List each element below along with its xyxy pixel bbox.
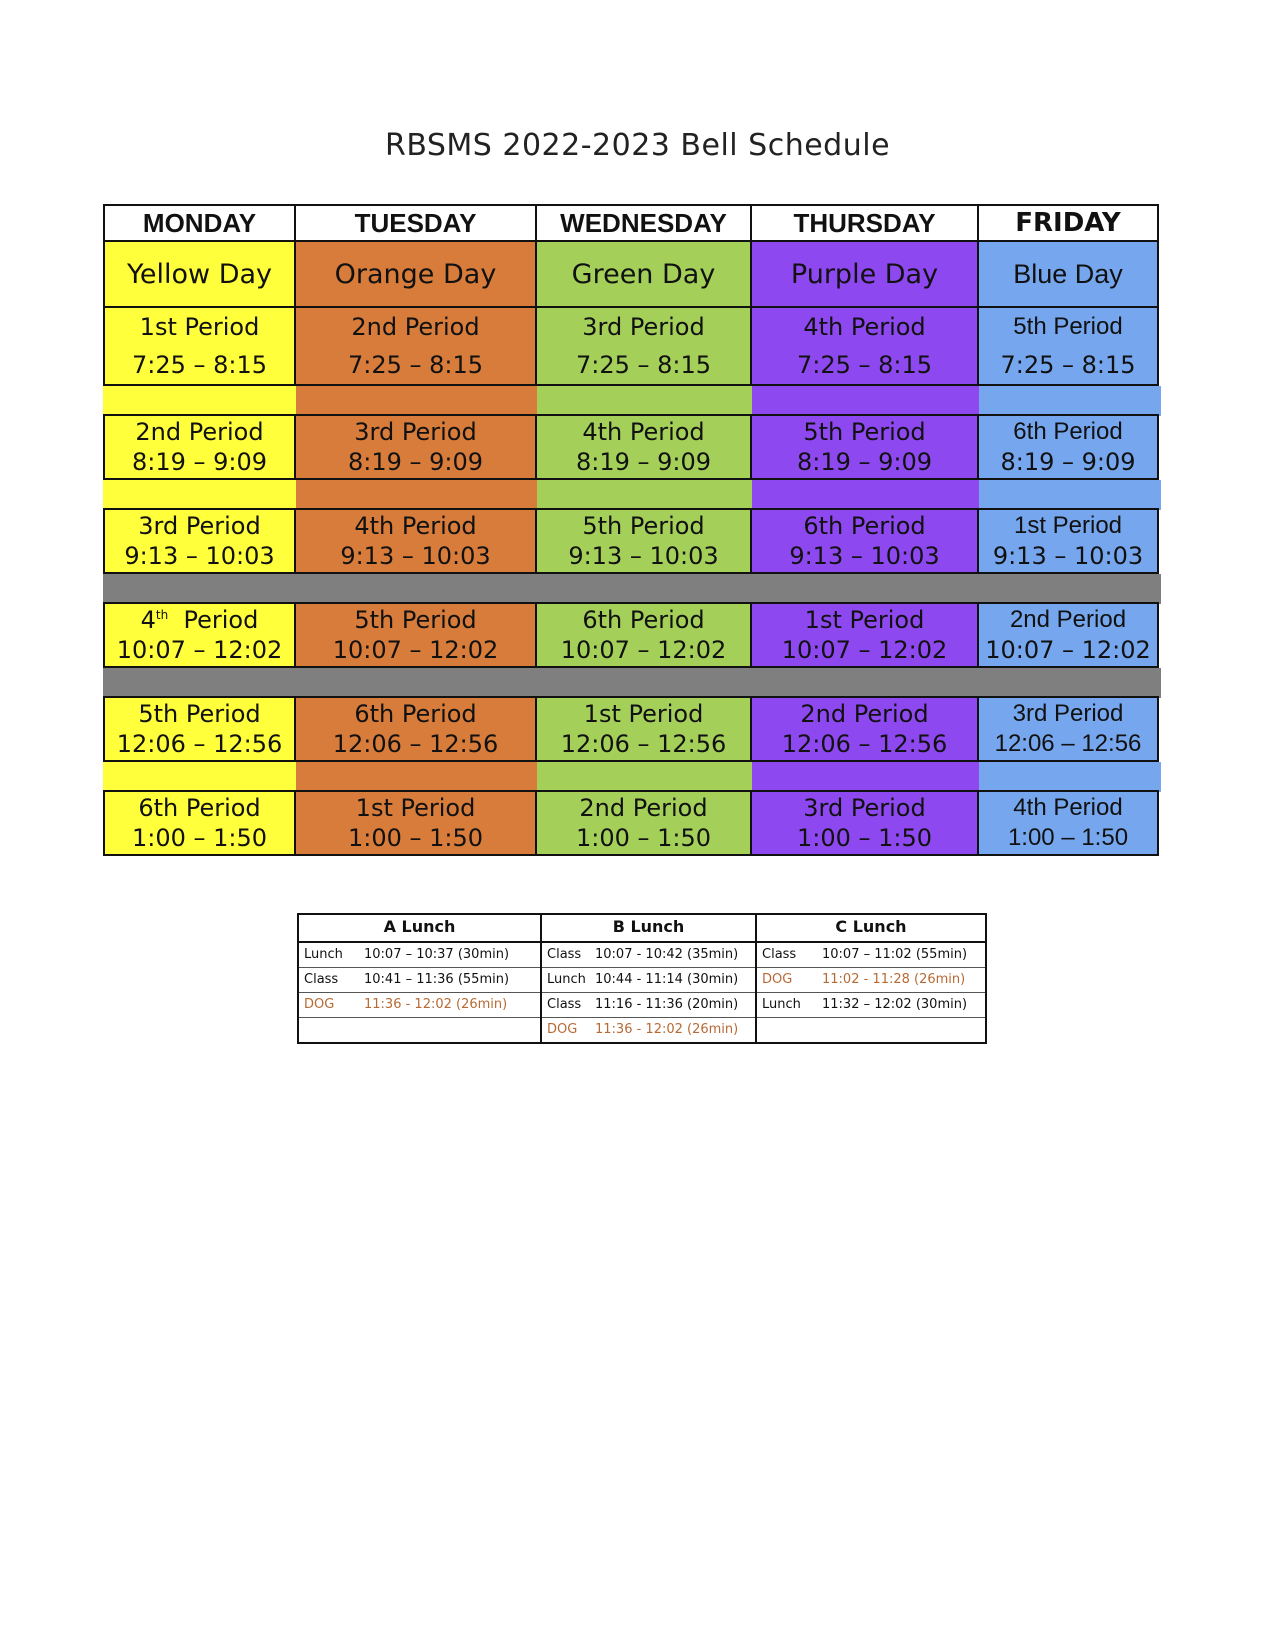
period-time: 12:06 – 12:56 bbox=[116, 730, 283, 758]
period-time: 9:13 – 10:03 bbox=[568, 542, 719, 570]
period-time: 7:25 – 8:15 bbox=[131, 351, 268, 379]
c-lunch-column bbox=[755, 913, 987, 1044]
period-cell bbox=[977, 696, 1159, 762]
blue-day-cell: Blue Day bbox=[977, 240, 1159, 308]
period-label: 5th Period bbox=[354, 606, 477, 634]
period-cell bbox=[977, 790, 1159, 856]
period-cell bbox=[977, 306, 1159, 386]
period-label: 5th Period bbox=[803, 418, 926, 446]
period-time: 10:07 – 12:02 bbox=[332, 636, 499, 664]
lunch-row bbox=[757, 943, 985, 968]
period-label: 1st Period bbox=[139, 312, 260, 341]
period-time: 8:19 – 9:09 bbox=[796, 448, 933, 476]
period-label: 3rd Period bbox=[582, 312, 705, 341]
lunch-row bbox=[542, 993, 755, 1018]
period-cell bbox=[294, 696, 537, 762]
period-time: 1:00 – 1:50 bbox=[1007, 824, 1129, 851]
lunch-row-time: 11:02 - 11:28 (26min) bbox=[822, 972, 966, 987]
lunch-row-kind: DOG bbox=[304, 997, 335, 1012]
passing-gap bbox=[103, 386, 1161, 416]
period-cell bbox=[535, 414, 752, 480]
lunch-row bbox=[757, 1018, 985, 1042]
period-label: 6th Period bbox=[582, 606, 705, 634]
period-label: 3rd Period bbox=[1012, 700, 1124, 727]
period-time: 10:07 – 12:02 bbox=[116, 636, 283, 664]
header-thursday: THURSDAY bbox=[750, 204, 979, 242]
lunch-row-kind: Class bbox=[762, 947, 797, 962]
period-time: 12:06 – 12:56 bbox=[560, 730, 727, 758]
period-cell bbox=[294, 790, 537, 856]
period-cell bbox=[535, 602, 752, 668]
a-lunch-header: A Lunch bbox=[299, 915, 540, 943]
passing-gap bbox=[103, 574, 1161, 604]
period-cell bbox=[750, 306, 979, 386]
lunch-row-time: 10:07 – 11:02 (55min) bbox=[822, 947, 968, 962]
period-cell bbox=[750, 790, 979, 856]
period-cell bbox=[535, 508, 752, 574]
period-cell bbox=[977, 602, 1159, 668]
lunch-row bbox=[757, 968, 985, 993]
period-cell bbox=[103, 414, 296, 480]
green-day-cell: Green Day bbox=[535, 240, 752, 308]
lunch-row bbox=[299, 1018, 540, 1042]
lunch-row-kind: DOG bbox=[762, 972, 793, 987]
period-time: 8:19 – 9:09 bbox=[1000, 448, 1136, 476]
lunch-row-kind bbox=[757, 1018, 822, 1042]
weekday-header-row bbox=[103, 204, 1161, 242]
period-label: 4th Period bbox=[140, 606, 259, 634]
period-label: 6th Period bbox=[1013, 418, 1123, 445]
period-label: 2nd Period bbox=[351, 312, 480, 341]
block-2-row bbox=[103, 416, 1161, 480]
period-time: 1:00 – 1:50 bbox=[575, 824, 712, 852]
block-4-row bbox=[103, 604, 1161, 668]
period-cell bbox=[535, 306, 752, 386]
lunch-row-time bbox=[822, 1018, 985, 1042]
period-time: 10:07 – 12:02 bbox=[985, 636, 1151, 664]
period-time: 8:19 – 9:09 bbox=[575, 448, 712, 476]
lunch-row-time: 10:07 - 10:42 (35min) bbox=[595, 947, 739, 962]
period-cell bbox=[103, 306, 296, 386]
lunch-row bbox=[299, 993, 540, 1018]
header-wednesday: WEDNESDAY bbox=[535, 204, 752, 242]
block-1-row bbox=[103, 308, 1161, 386]
period-cell bbox=[294, 602, 537, 668]
lunch-row-time: 10:07 – 10:37 (30min) bbox=[364, 947, 510, 962]
period-time: 12:06 – 12:56 bbox=[781, 730, 948, 758]
period-label: 6th Period bbox=[803, 512, 926, 540]
period-label: 6th Period bbox=[138, 794, 261, 822]
lunch-row-time: 11:36 - 12:02 (26min) bbox=[364, 997, 508, 1012]
block-6-row bbox=[103, 792, 1161, 856]
lunch-row-time: 10:44 - 11:14 (30min) bbox=[595, 972, 739, 987]
period-time: 1:00 – 1:50 bbox=[131, 824, 268, 852]
period-label: 4th Period bbox=[1013, 794, 1123, 821]
lunch-row-time: 11:36 - 12:02 (26min) bbox=[595, 1022, 739, 1037]
period-label: 1st Period bbox=[583, 700, 704, 728]
period-label: 3rd Period bbox=[803, 794, 926, 822]
period-cell bbox=[535, 696, 752, 762]
lunch-row bbox=[542, 943, 755, 968]
lunch-row-kind: Class bbox=[304, 972, 339, 987]
lunch-row-time bbox=[364, 1018, 540, 1042]
period-time: 8:19 – 9:09 bbox=[347, 448, 484, 476]
day-color-row bbox=[103, 242, 1161, 308]
lunch-row bbox=[299, 968, 540, 993]
lunch-row bbox=[542, 1018, 755, 1042]
period-time: 10:07 – 12:02 bbox=[560, 636, 727, 664]
period-cell bbox=[535, 790, 752, 856]
period-time: 9:13 – 10:03 bbox=[340, 542, 491, 570]
lunch-row-kind: Lunch bbox=[547, 972, 586, 987]
lunch-row-kind: DOG bbox=[547, 1022, 578, 1037]
header-monday: MONDAY bbox=[103, 204, 296, 242]
period-time: 7:25 – 8:15 bbox=[796, 351, 933, 379]
period-label: 5th Period bbox=[1013, 312, 1123, 340]
b-lunch-header: B Lunch bbox=[542, 915, 755, 943]
period-label: 3rd Period bbox=[354, 418, 477, 446]
lunch-row-kind bbox=[299, 1018, 364, 1042]
period-time: 7:25 – 8:15 bbox=[1000, 351, 1136, 379]
period-time: 9:13 – 10:03 bbox=[789, 542, 940, 570]
period-cell bbox=[750, 696, 979, 762]
period-time: 7:25 – 8:15 bbox=[575, 351, 712, 379]
bell-schedule-table bbox=[103, 204, 1161, 856]
period-label: 2nd Period bbox=[579, 794, 708, 822]
period-cell bbox=[750, 414, 979, 480]
page-title: RBSMS 2022-2023 Bell Schedule bbox=[384, 128, 891, 163]
block-5-row bbox=[103, 698, 1161, 762]
period-cell bbox=[977, 508, 1159, 574]
passing-gap bbox=[103, 668, 1161, 698]
period-label: 2nd Period bbox=[135, 418, 264, 446]
period-label: 4th Period bbox=[582, 418, 705, 446]
period-time: 12:06 – 12:56 bbox=[332, 730, 499, 758]
b-lunch-column bbox=[540, 913, 757, 1044]
lunch-row-kind: Class bbox=[547, 947, 582, 962]
period-label: 4th Period bbox=[803, 312, 926, 341]
period-cell bbox=[977, 414, 1159, 480]
lunch-row bbox=[757, 993, 985, 1018]
period-time: 1:00 – 1:50 bbox=[347, 824, 484, 852]
passing-gap bbox=[103, 762, 1161, 792]
period-cell bbox=[103, 508, 296, 574]
lunch-row-kind: Lunch bbox=[762, 997, 801, 1012]
lunch-row-time: 11:16 - 11:36 (20min) bbox=[595, 997, 739, 1012]
lunch-row-time: 11:32 – 12:02 (30min) bbox=[822, 997, 968, 1012]
period-cell bbox=[103, 696, 296, 762]
period-time: 9:13 – 10:03 bbox=[992, 542, 1144, 570]
period-label: 1st Period bbox=[355, 794, 476, 822]
period-cell bbox=[750, 508, 979, 574]
lunch-row bbox=[542, 968, 755, 993]
c-lunch-header: C Lunch bbox=[757, 915, 985, 943]
period-label: 5th Period bbox=[582, 512, 705, 540]
period-cell bbox=[294, 414, 537, 480]
period-time: 12:06 – 12:56 bbox=[994, 730, 1142, 757]
period-label: 4th Period bbox=[354, 512, 477, 540]
period-cell bbox=[750, 602, 979, 668]
yellow-day-cell: Yellow Day bbox=[103, 240, 296, 308]
period-time: 9:13 – 10:03 bbox=[124, 542, 275, 570]
period-time: 10:07 – 12:02 bbox=[781, 636, 948, 664]
header-tuesday: TUESDAY bbox=[294, 204, 537, 242]
lunch-row-time: 10:41 – 11:36 (55min) bbox=[364, 972, 510, 987]
period-cell bbox=[294, 306, 537, 386]
passing-gap bbox=[103, 480, 1161, 510]
header-friday: FRIDAY bbox=[977, 204, 1159, 242]
a-lunch-column bbox=[297, 913, 542, 1044]
period-label: 1st Period bbox=[1013, 512, 1123, 539]
period-label: 6th Period bbox=[354, 700, 477, 728]
period-label: 2nd Period bbox=[1009, 606, 1127, 633]
period-cell bbox=[294, 508, 537, 574]
orange-day-cell: Orange Day bbox=[294, 240, 537, 308]
lunch-table bbox=[297, 913, 987, 1044]
purple-day-cell: Purple Day bbox=[750, 240, 979, 308]
period-label: 1st Period bbox=[804, 606, 925, 634]
period-time: 8:19 – 9:09 bbox=[131, 448, 268, 476]
lunch-row-kind: Lunch bbox=[304, 947, 343, 962]
period-label: 3rd Period bbox=[138, 512, 261, 540]
lunch-row-kind: Class bbox=[547, 997, 582, 1012]
period-label: 5th Period bbox=[138, 700, 261, 728]
period-cell bbox=[103, 790, 296, 856]
period-cell bbox=[103, 602, 296, 668]
period-time: 7:25 – 8:15 bbox=[347, 351, 484, 379]
period-label: 2nd Period bbox=[800, 700, 929, 728]
period-time: 1:00 – 1:50 bbox=[796, 824, 933, 852]
block-3-row bbox=[103, 510, 1161, 574]
lunch-row bbox=[299, 943, 540, 968]
